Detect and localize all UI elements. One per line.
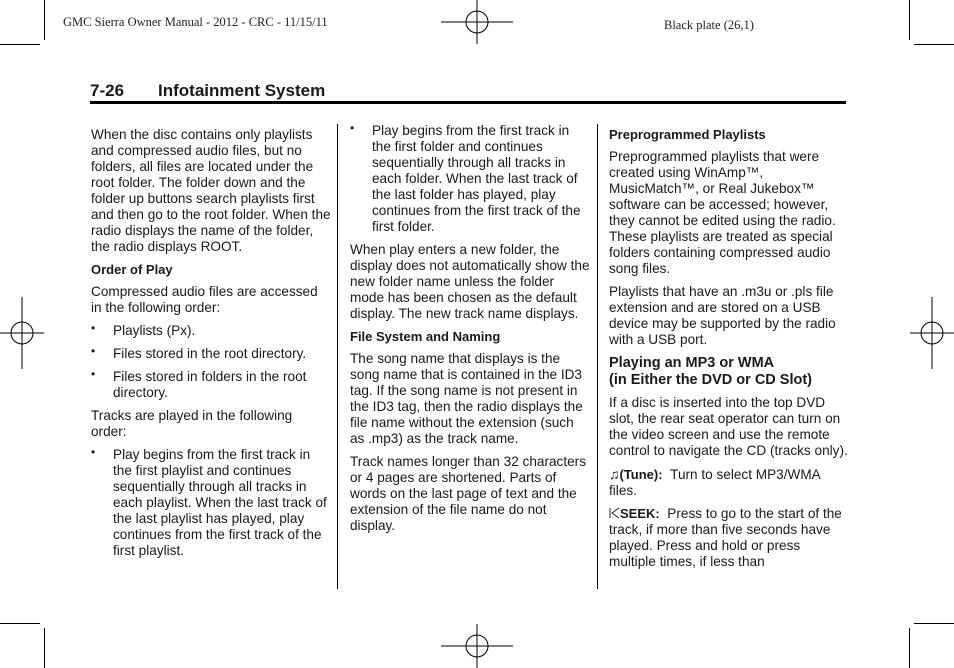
tune-label: (Tune):: [619, 467, 663, 482]
track-names-paragraph: Track names longer than 32 characters or 4 pages are shortened. Parts of words on the last page of text and the extension of the file name do not display.: [350, 454, 586, 533]
preprogrammed-playlists-heading: Preprogrammed Playlists: [609, 127, 766, 142]
playlist-extensions-paragraph: Playlists that have an .m3u or .pls file extension and are stored on a USB device may be supported by the radio with a USB port.: [609, 284, 836, 347]
order-list: [91, 323, 331, 401]
music-note-icon: ♫: [609, 466, 620, 482]
crop-mark-tl-h: [0, 44, 40, 45]
tune-text: Turn to select MP3/WMA files.: [609, 467, 820, 498]
registration-mark-right: [910, 297, 954, 369]
tracks-order-text: Tracks are played in the following order:: [91, 408, 293, 439]
tune-paragraph: [609, 466, 849, 499]
column-3: [609, 127, 849, 577]
crop-mark-br-v: [909, 628, 910, 668]
column-2: [350, 123, 590, 541]
order-of-play-heading: Order of Play: [91, 262, 173, 277]
dvd-slot-paragraph: If a disc is inserted into the top DVD slot, the rear seat operator can turn on the video screen and use the remote control to navigate the CD (tracks only).: [609, 395, 848, 458]
manual-title-line: GMC Sierra Owner Manual - 2012 - CRC - 11/15/11: [63, 15, 328, 29]
file-system-heading: File System and Naming: [350, 329, 501, 344]
seek-back-icon: [609, 507, 620, 519]
seek-paragraph: [609, 506, 849, 570]
crop-mark-tr-h: [914, 44, 954, 45]
page-number: 7-26: [90, 81, 125, 100]
section-title: Infotainment System: [158, 81, 326, 100]
list-item: • Files stored in folders in the root directory.: [91, 369, 331, 401]
plate-label: Black plate (26,1): [664, 18, 754, 32]
crop-mark-bl-h: [0, 623, 40, 624]
seek-text: Press to go to the start of the track, if more than five seconds have played. Press and hold or press multiple times, if less than: [609, 506, 842, 569]
playing-mp3-heading-line2: (in Either the DVD or CD Slot): [609, 372, 812, 388]
crop-mark-br-h: [914, 623, 954, 624]
seek-label: SEEK:: [620, 506, 660, 521]
list-item: • Play begins from the first track in the first playlist and continues sequentially through all tracks in each playlist. When the last track of the last playlist has played, play continues from the first track of the first playlist.: [91, 447, 331, 559]
tracks-list: [91, 447, 331, 559]
column-divider-2: [597, 124, 598, 589]
header-rule: [90, 101, 846, 104]
file-system-paragraph: The song name that displays is the song name that is contained in the ID3 tag. If the song name is not present in the ID3 tag, then the radio displays the file name without the extension (such as .mp3) as the track name.: [350, 351, 583, 446]
registration-mark-bottom: [441, 624, 513, 668]
list-item: • Playlists (Px).: [91, 323, 331, 339]
column-1: [91, 127, 331, 566]
crop-mark-bl-v: [44, 628, 45, 668]
list-item: • Play begins from the first track in the first folder and continues sequentially through all tracks in each folder. When the last track of the last folder has played, play continues from the first track of the first folder.: [350, 123, 590, 235]
order-of-play-text: Compressed audio files are accessed in the following order:: [91, 284, 318, 315]
crop-mark-tl-v: [44, 0, 45, 40]
registration-mark-top: [441, 0, 513, 44]
column-divider-1: [337, 124, 338, 589]
registration-mark-left: [0, 297, 44, 369]
list-item: • Files stored in the root directory.: [91, 346, 331, 362]
playing-mp3-heading-line1: Playing an MP3 or WMA: [609, 355, 775, 371]
crop-mark-tr-v: [909, 0, 910, 40]
intro-paragraph: When the disc contains only playlists and compressed audio files, but no folders, all files are located under the root folder. The folder down and the folder up buttons search playlists first and then go to the root folder. When the radio displays the name of the folder, the radio displays ROOT.: [91, 127, 331, 254]
playing-mp3-heading: [609, 355, 849, 389]
new-folder-paragraph: When play enters a new folder, the display does not automatically show the new folder name unless the folder mode has been chosen as the default display. The new track name displays.: [350, 242, 590, 321]
folder-list: [350, 123, 590, 235]
preprogrammed-playlists-paragraph: Preprogrammed playlists that were created using WinAmp™, MusicMatch™, or Real Jukebox™ software can be accessed; however, they cannot be edited using the radio. These playlists are treated as special folders containing compressed audio song files.: [609, 149, 836, 276]
